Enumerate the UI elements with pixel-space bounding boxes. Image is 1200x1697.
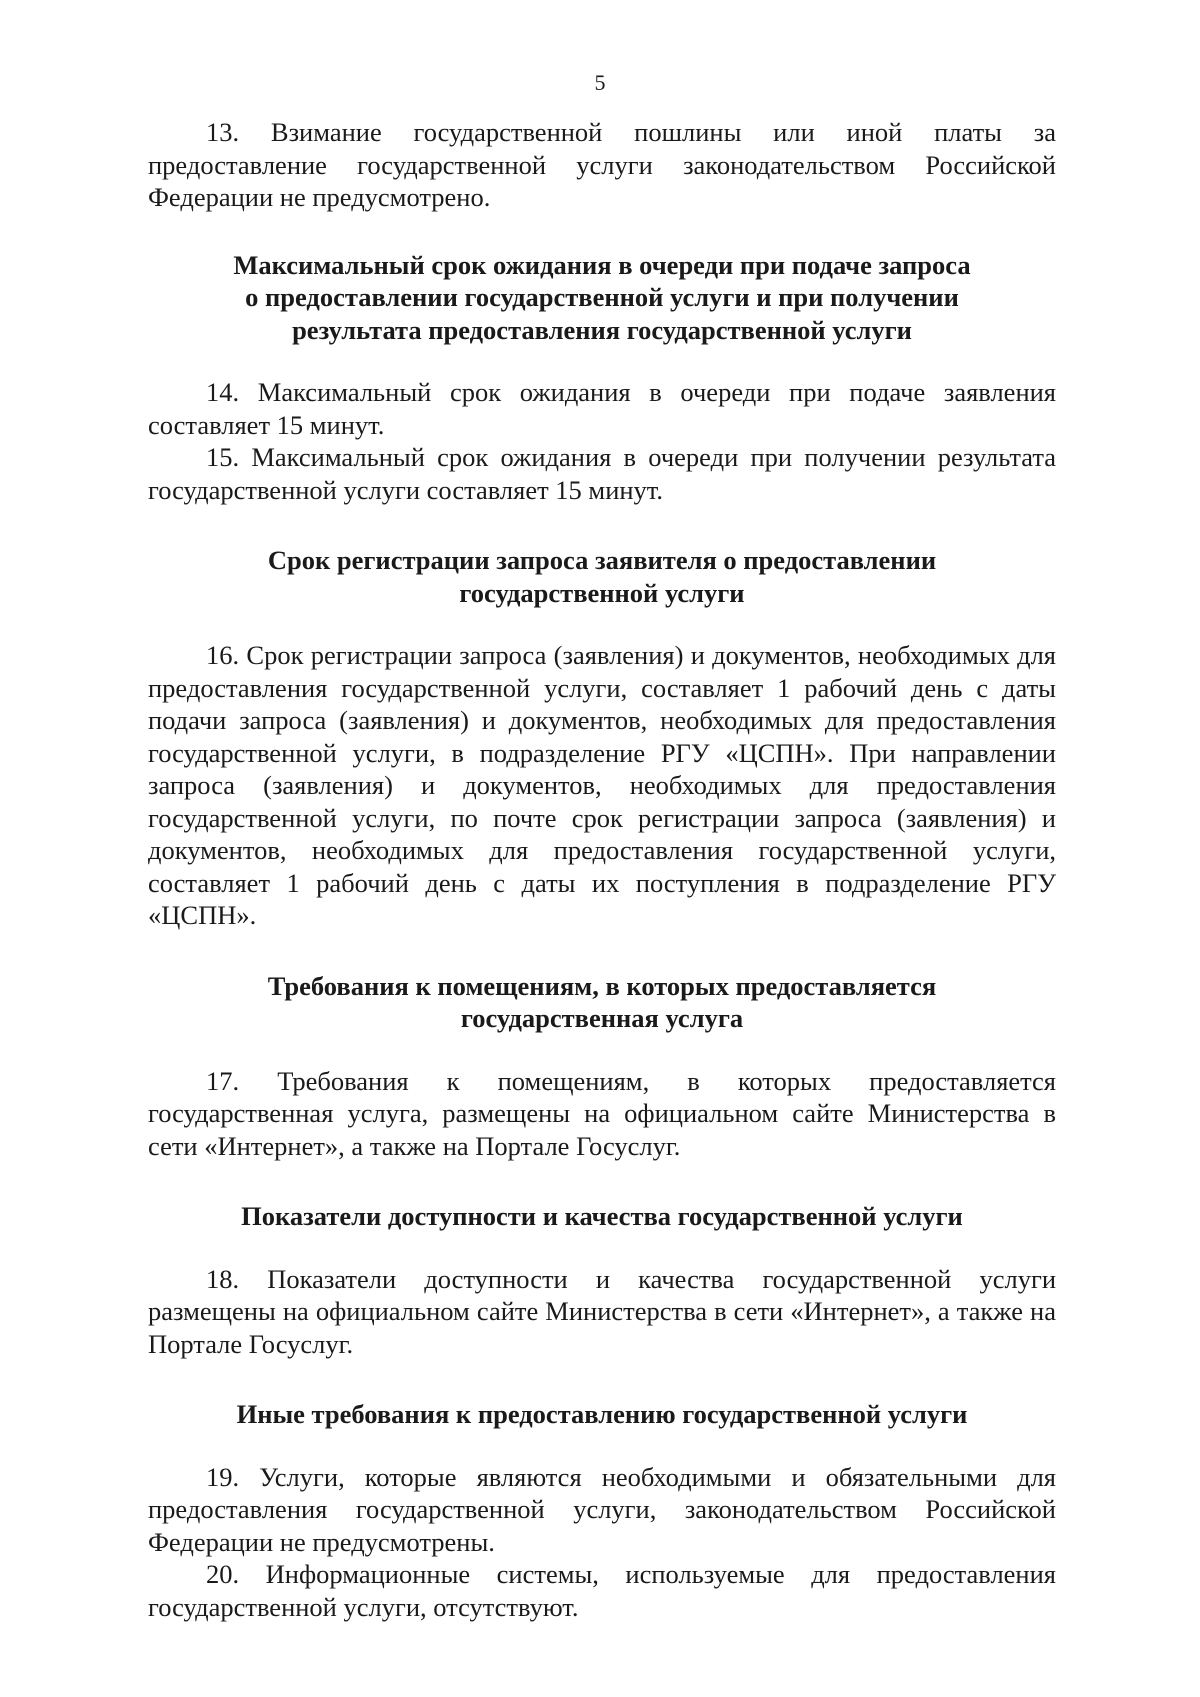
paragraph-14: 14. Максимальный срок ожидания в очереди при подаче заявления составляет 15 минут.	[148, 377, 1056, 440]
paragraph-18: 18. Показатели доступности и качества государственной услуги размещены на официальном сайте Министерства в сети «Интернет», а также на Портале Госуслуг.	[148, 1263, 1056, 1359]
heading-line: государственной услуги	[459, 577, 745, 608]
heading-line: государственная услуга	[460, 1003, 744, 1033]
section-heading-premises	[148, 970, 1056, 1035]
section-heading-other-requirements	[148, 1398, 1056, 1431]
document-body	[148, 116, 1056, 1623]
heading-line: Иные требования к предоставлению государственной услуги	[236, 1399, 968, 1429]
paragraph-13: 13. Взимание государственной пошлины или иной платы за предоставление государственной услуги законодательством Российской Федерации не предусмотрено.	[148, 117, 1056, 212]
heading-line: Максимальный срок ожидания в очереди при подаче запроса	[233, 249, 971, 280]
paragraph-17: 17. Требования к помещениям, в которых предоставляется государственная услуга, размещены на официальном сайте Министерства в сети «Интернет», а также на Портале Госуслуг.	[148, 1065, 1056, 1161]
heading-line: Срок регистрации запроса заявителя о предоставлении	[267, 545, 937, 575]
heading-line: о предоставлении государственной услуги и при получении	[245, 282, 959, 312]
paragraph-15: 15. Максимальный срок ожидания в очереди при получении результата государственной услуги составляет 15 минут.	[148, 442, 1056, 505]
section-heading-waiting-time	[148, 249, 1056, 347]
paragraph-20: 20. Информационные системы, используемые для предоставления государственной услуги, отсутствуют.	[148, 1559, 1056, 1622]
heading-line: результата предоставления государственной услуги	[292, 314, 912, 345]
heading-line: Требования к помещениям, в которых предоставляется	[267, 970, 937, 1001]
paragraph-19: 19. Услуги, которые являются необходимыми и обязательными для предоставления государственной услуги, законодательством Российской Федерации не предусмотрены.	[148, 1461, 1056, 1557]
page-number: 5	[594, 70, 606, 95]
section-heading-registration	[148, 544, 1056, 609]
heading-line: Показатели доступности и качества государственной услуги	[241, 1201, 963, 1231]
paragraph-16: 16. Срок регистрации запроса (заявления) и документов, необходимых для предоставления государственной услуги, составляет 1 рабочий день с даты подачи запроса (заявления) и документов, необходимых для предоставления государственной услуги, в подразделение РГУ «ЦСПН». При направлении запроса (заявления) и документов, необходимых для предоставления государственной услуги, по почте срок регистрации запроса (заявления) и документов, необходимых для предоставления государственной услуги, составляет 1 рабочий день с даты их поступления в подразделение РГУ «ЦСПН».	[148, 640, 1056, 930]
section-heading-quality-indicators	[148, 1200, 1056, 1233]
